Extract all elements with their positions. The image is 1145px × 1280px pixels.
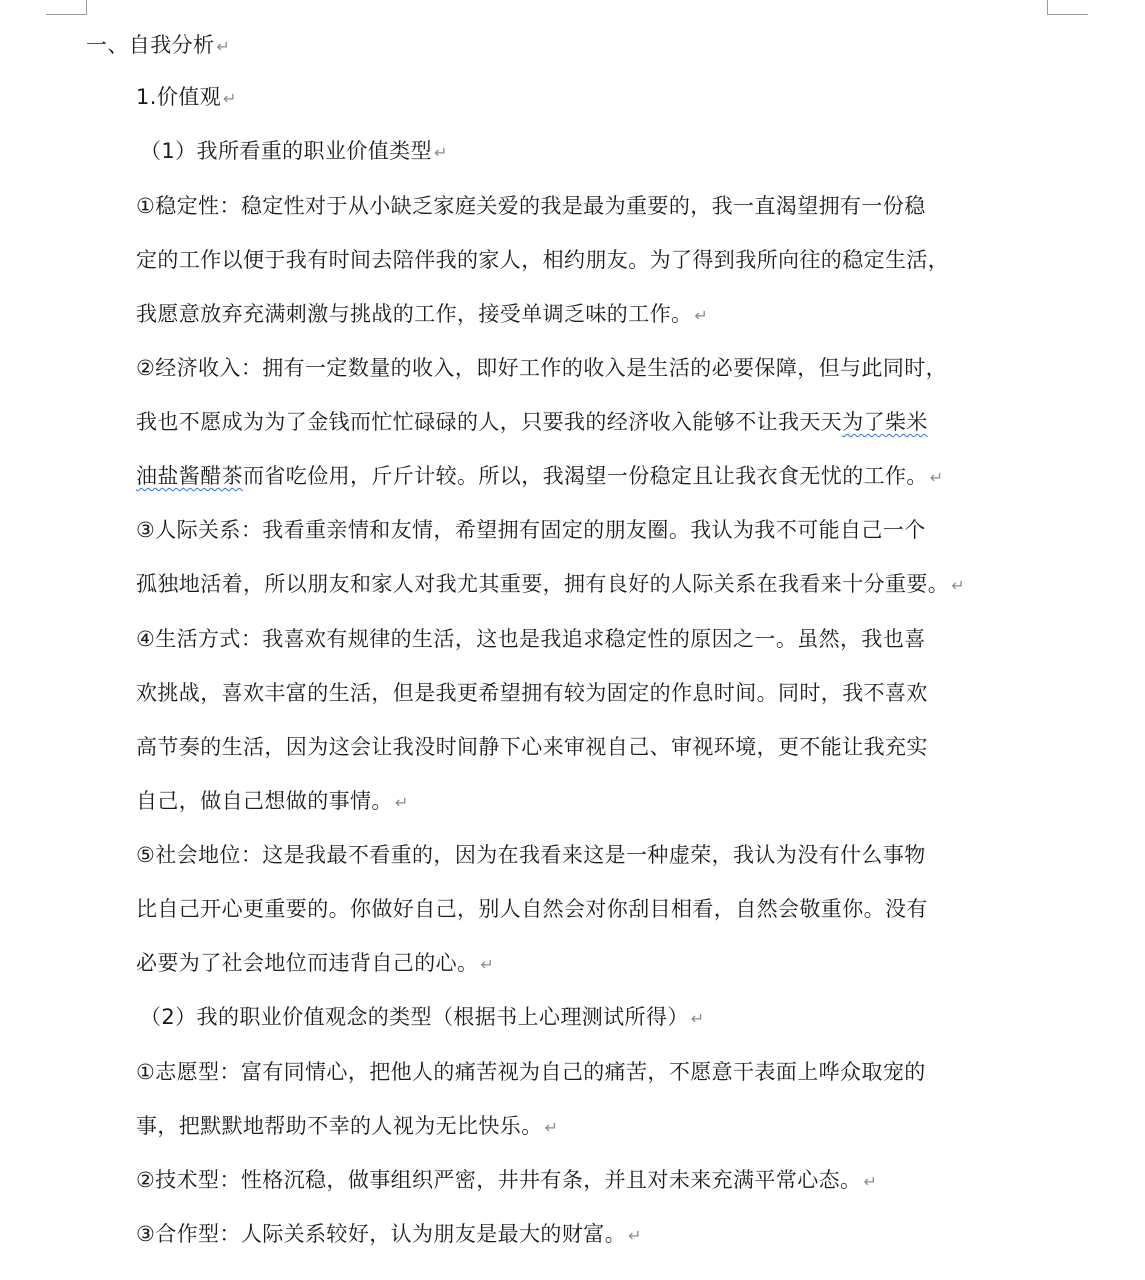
item-heading-text: （2）我的职业价值观念的类型（根据书上心理测试所得） — [140, 1005, 689, 1029]
paragraph-mark-icon: ↵ — [863, 1172, 878, 1191]
paragraph-mark-icon: ↵ — [694, 306, 709, 325]
paragraph-mark-icon: ↵ — [394, 793, 409, 812]
text-span: 孤独地活着，所以朋友和家人对我尤其重要，拥有良好的人际关系在我看来十分重要。 — [136, 572, 950, 596]
text-line: ④生活方式：我喜欢有规律的生活，这也是我追求稳定性的原因之一。虽然，我也喜 — [136, 627, 926, 651]
paragraph-mark-icon: ↵ — [951, 576, 966, 595]
text-line: 高节奏的生活，因为这会让我没时间静下心来审视自己、审视环境，更不能让我充实 — [136, 735, 928, 759]
text-span: ③合作型：人际关系较好，认为朋友是最大的财富。 — [136, 1222, 627, 1246]
text-line — [136, 407, 928, 437]
item-heading — [140, 136, 448, 168]
text-line — [136, 1111, 558, 1143]
subsection-heading — [136, 82, 237, 114]
text-span: ②技术型：性格沉稳，做事组织严密，井井有条，并且对未来充满平常心态。 — [136, 1168, 862, 1192]
text-line: 定的工作以便于我有时间去陪伴我的家人，相约朋友。为了得到我所向往的稳定生活， — [136, 248, 950, 272]
paragraph-mark-icon: ↵ — [223, 89, 237, 108]
text-line: ①稳定性：稳定性对于从小缺乏家庭关爱的我是最为重要的，我一直渴望拥有一份稳 — [136, 194, 926, 218]
paragraph-mark-icon: ↵ — [628, 1226, 642, 1245]
item-heading-text: （1）我所看重的职业价值类型 — [140, 139, 432, 163]
paragraph-mark-icon: ↵ — [690, 1009, 705, 1028]
text-span: 必要为了社会地位而违背自己的心。 — [136, 951, 479, 975]
text-span: 自己，做自己想做的事情。 — [136, 789, 393, 813]
text-span: 我愿意放弃充满刺激与挑战的工作，接受单调乏味的工作。 — [136, 302, 693, 326]
text-span: 我也不愿成为为了金钱而忙忙碌碌的人，只要我的经济收入能够不让我天天 — [136, 410, 843, 434]
text-line: 欢挑战，喜欢丰富的生活，但是我更希望拥有较为固定的作息时间。同时，我不喜欢 — [136, 681, 928, 705]
text-line: ①志愿型：富有同情心，把他人的痛苦视为自己的痛苦，不愿意干表面上哗众取宠的 — [136, 1060, 926, 1084]
text-line: ②经济收入：拥有一定数量的收入，即好工作的收入是生活的必要保障，但与此同时， — [136, 356, 948, 380]
paragraph-mark-icon: ↵ — [544, 1118, 559, 1137]
paragraph-mark-icon: ↵ — [433, 143, 448, 162]
paragraph-mark-icon: ↵ — [216, 37, 231, 56]
text-line — [136, 948, 494, 980]
text-span: 事，把默默地帮助不幸的人视为无比快乐。 — [136, 1114, 543, 1138]
text-line — [136, 461, 944, 493]
spellcheck-flagged-text[interactable]: 为了柴米 — [842, 410, 928, 434]
paragraph-mark-icon: ↵ — [929, 468, 944, 487]
text-line: 比自己开心更重要的。你做好自己，别人自然会对你刮目相看，自然会敬重你。没有 — [136, 897, 928, 921]
text-line — [136, 1165, 877, 1197]
subsection-text: 1.价值观 — [136, 85, 222, 109]
text-span: 而省吃俭用，斤斤计较。所以，我渴望一份稳定且让我衣食无忧的工作。 — [243, 464, 928, 488]
text-line — [136, 569, 965, 601]
section-heading — [86, 30, 230, 62]
text-line: ③人际关系：我看重亲情和友情，希望拥有固定的朋友圈。我认为我不可能自己一个 — [136, 518, 926, 542]
text-line — [136, 299, 708, 331]
item-heading — [140, 1002, 705, 1034]
paragraph-mark-icon: ↵ — [480, 955, 495, 974]
heading-text: 一、自我分析 — [86, 33, 215, 57]
text-line: ⑤社会地位：这是我最不看重的，因为在我看来这是一种虚荣，我认为没有什么事物 — [136, 843, 926, 867]
spellcheck-flagged-text[interactable]: 油盐酱醋茶 — [136, 464, 243, 488]
text-line — [136, 786, 409, 818]
text-line — [136, 1219, 642, 1251]
